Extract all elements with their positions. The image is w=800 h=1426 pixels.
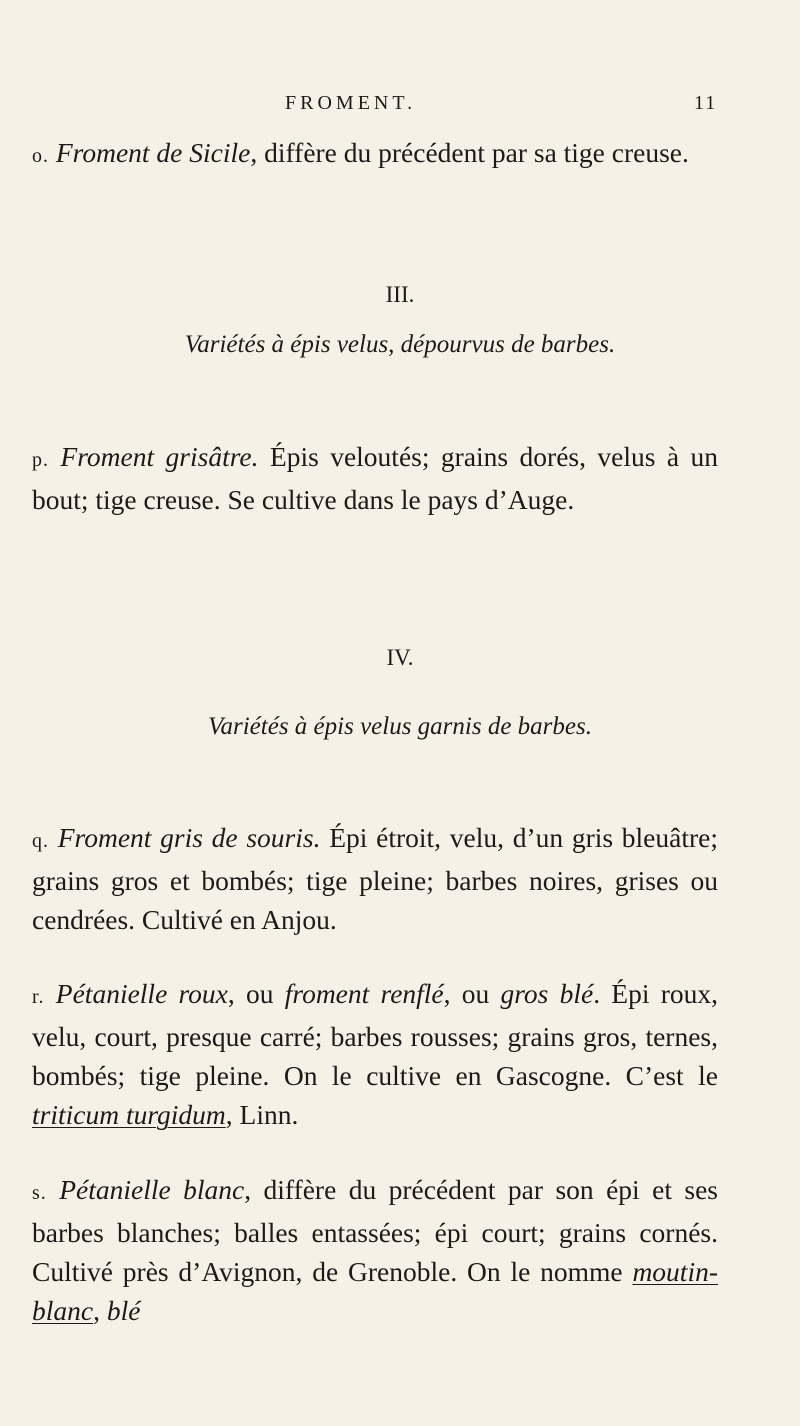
section-numeral: IV. [386,645,414,670]
section-numeral: III. [385,282,415,307]
entry-r [32,974,718,1134]
entry-text: Épi étroit, velu, d’un gris bleuâtre; grains gros et bombés; tige pleine; barbes noires, grises ou cendrées. Cultivé en Anjou. [32,822,718,935]
entry-p [32,437,718,519]
latin-name: triticum turgidum [32,1099,226,1130]
variety-alt-name: gros blé [500,978,594,1009]
section-title: Variétés à épis velus garnis de barbes. [208,713,592,740]
entry-q [32,818,718,939]
entry-letter: p. [32,449,49,471]
entry-text: , diffère du précédent par sa tige creuse. [250,137,689,168]
entry-sep: , ou [227,978,285,1009]
entry-text: . Épi roux, velu, court, presque carré; barbes rousses; grains gros, ternes, bombés; tige pleine. On le cultive en Gascogne. C’est le [32,978,719,1091]
page-number: 11 [694,92,718,114]
entry-s [32,1170,718,1330]
entry-text: , Linn. [225,1099,299,1130]
variety-name: Pétanielle blanc [59,1174,245,1205]
variety-alt-name: moutin-blanc [32,1256,718,1326]
variety-alt-name: blé [106,1295,141,1326]
variety-alt-name: froment renflé [284,978,444,1009]
running-title: FROMENT. [285,92,417,114]
entry-text: , diffère du précédent par son épi et ses barbes blanches; balles entassées; épi court; grains cornés. Cultivé près d’Avignon, de Grenoble. On le nomme [32,1174,718,1287]
entry-text: Épis veloutés; grains dorés, velus à un bout; tige creuse. Se cultive dans le pays d’Auge. [32,441,719,515]
section-title: Variétés à épis velus, dépourvus de barbes. [184,331,616,358]
entry-sep: , ou [443,978,501,1009]
entry-letter: r. [32,986,45,1008]
entry-sep: , [93,1295,107,1326]
entry-letter: q. [32,830,49,852]
entry-letter: s. [32,1182,47,1204]
variety-name: Pétanielle roux [55,978,228,1009]
entry-letter: o. [32,145,49,167]
variety-name: Froment gris de souris. [57,822,321,853]
running-head [0,92,800,122]
entry-o [32,133,718,176]
variety-name: Froment grisâtre. [60,441,259,472]
variety-name: Froment de Sicile [55,137,251,168]
